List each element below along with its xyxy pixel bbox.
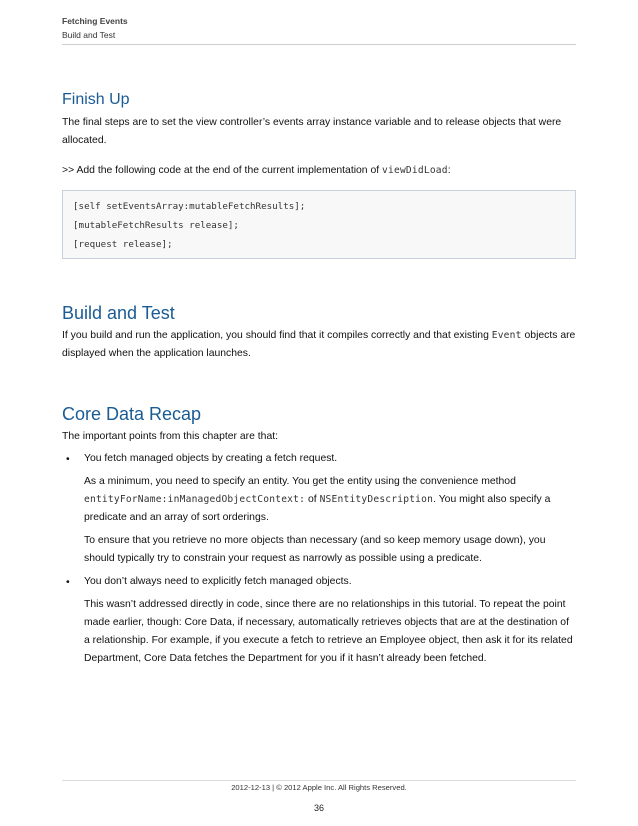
recap-intro: The important points from this chapter are that:: [62, 431, 278, 442]
bullet-main: You fetch managed objects by creating a fetch request.: [84, 453, 338, 464]
sub-text: of: [305, 494, 320, 505]
running-header: [62, 14, 128, 42]
finish-up-heading: Finish Up: [62, 91, 130, 108]
code-line: [request release];: [73, 239, 173, 250]
recap-heading: Core Data Recap: [62, 404, 202, 424]
instruction-prefix: >> Add the following code at the end of the current implementation of: [62, 165, 383, 176]
code-listing: [62, 190, 576, 259]
header-section: Build and Test: [62, 30, 116, 40]
bullet-sub: This wasn’t addressed directly in code, since there are no relationships in this tutorial. To repeat the point made earlier, though: Core Data, if necessary, automatically retrieves objects that are at the destination of a relationship. For example, if you execute a fetch to retrieve an Employee object, then ask it for its related Department, Core Data fetches the Department for you if it hasn’t already been fetched.: [84, 599, 573, 664]
bt-text-before: If you build and run the application, you should find that it compiles correctly and that existing: [62, 330, 492, 341]
recap-list: [62, 450, 576, 668]
build-and-test-paragraph: [62, 327, 576, 363]
instruction-suffix: :: [447, 165, 451, 176]
list-item: [62, 573, 576, 668]
finish-up-instruction: [62, 162, 576, 180]
header-divider: [62, 44, 576, 45]
code-line: [self setEventsArray:mutableFetchResults];: [73, 201, 306, 212]
page-content: [62, 90, 576, 668]
header-chapter: Fetching Events: [62, 16, 128, 26]
sub-code-entity-for-name: entityForName:inManagedObjectContext:: [84, 494, 306, 505]
footer-copyright: 2012-12-13 | © 2012 Apple Inc. All Rights Reserved.: [231, 783, 407, 792]
list-item: [62, 450, 576, 568]
bullet-dot: •: [66, 577, 70, 588]
footer-divider: [62, 780, 576, 781]
bt-code-event: Event: [491, 330, 522, 341]
bullet-sub: To ensure that you retrieve no more objects than necessary (and so keep memory usage down), you should typically try to constrain your request as narrowly as possible using a predicate.: [84, 535, 546, 564]
sub-text: . You might also specify a predicate and an array of sort orderings.: [84, 494, 551, 523]
code-line: [mutableFetchResults release];: [73, 220, 239, 231]
bullet-sub: [84, 473, 576, 527]
instruction-code: viewDidLoad: [382, 165, 448, 176]
bt-text-after: objects are displayed when the application launches.: [62, 330, 576, 359]
bullet-dot: •: [66, 454, 70, 465]
sub-code-nsentitydescription: NSEntityDescription: [319, 494, 434, 505]
finish-up-paragraph: The final steps are to set the view controller’s events array instance variable and to release objects that were allocated.: [62, 117, 562, 146]
bullet-main: You don’t always need to explicitly fetch managed objects.: [84, 576, 352, 587]
build-and-test-heading: Build and Test: [62, 303, 175, 323]
page-number: 36: [313, 803, 324, 813]
sub-text: As a minimum, you need to specify an entity. You get the entity using the convenience method: [84, 476, 516, 487]
